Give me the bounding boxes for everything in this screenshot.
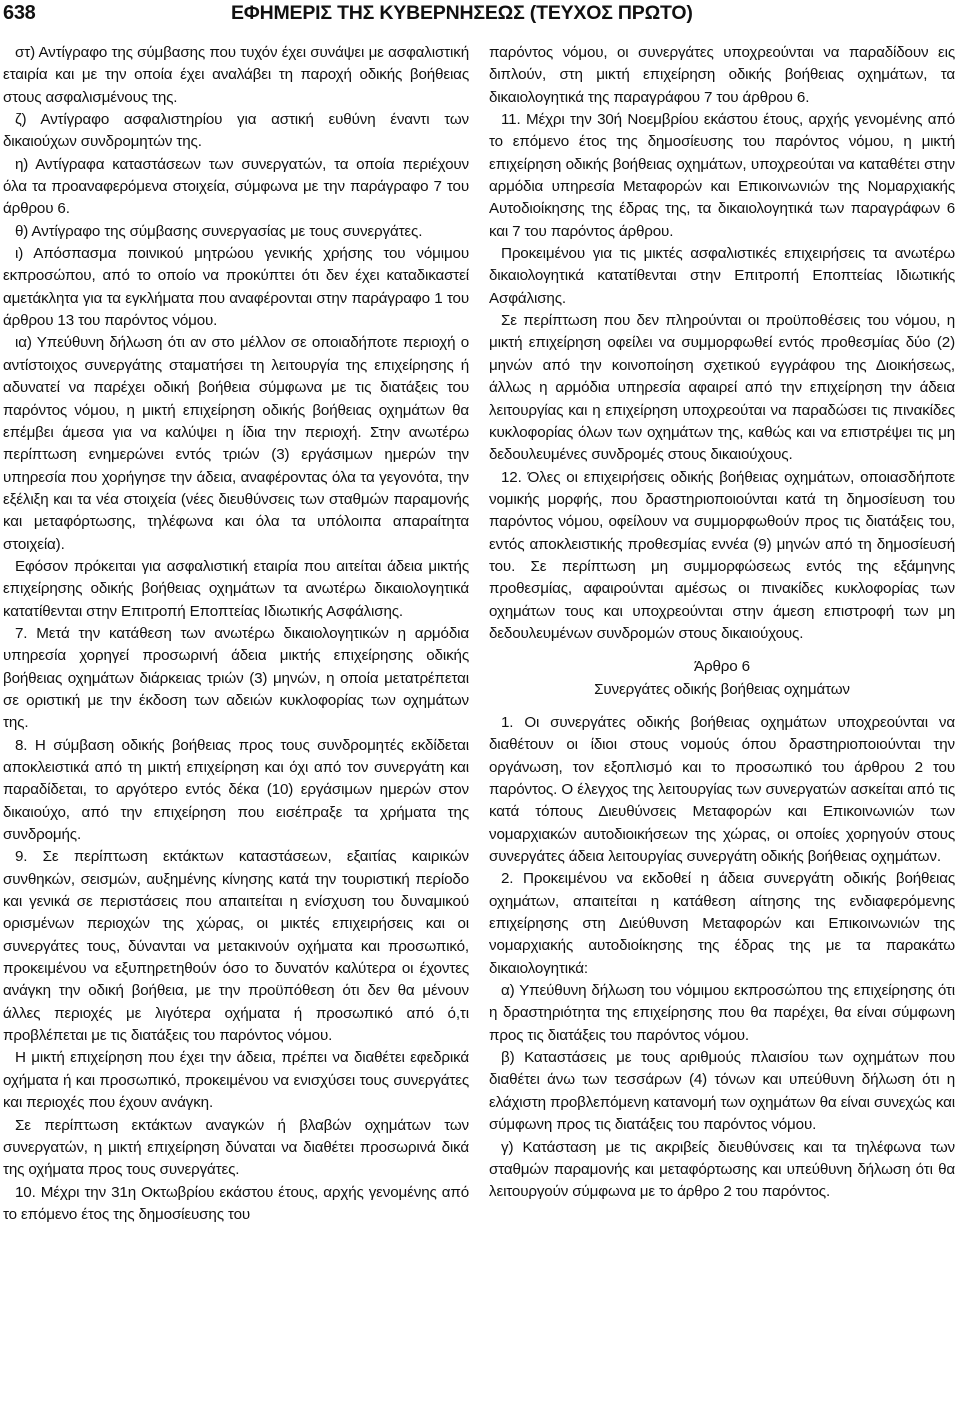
article-item-c: γ) Κατάσταση με τις ακριβείς διευθύνσεις και τα τηλέφωνα των σταθμών παραμονής και μεταφόρτωσης και υπεύθυνη δήλωση ότι θα λειτουργούν σύμφωνα με το άρθρο 2 του παρόντος. [489, 1138, 955, 1201]
paragraph-insurance-company: Εφόσον πρόκειται για ασφαλιστική εταιρία που αιτείται άδεια μικτής επιχείρησης οδικής βοήθειας οχημάτων τα ανωτέρω δικαιολογητικά κατατίθενται στην Επιτροπή Εποπτείας Ιδιωτικής Ασφάλισης. [3, 557, 469, 620]
paragraph-9: 9. Σε περίπτωση εκτάκτων καταστάσεων, εξαιτίας καιρικών συνθηκών, σεισμών, αυξημένης κίνησης κατά την τουριστική περίοδο και γενικά σε περιστάσεις που απαιτείται η ενίσχυση του δυναμικού ορισμένων περιοχών της χώρας, οι μικτές επιχειρήσεις και οι συνεργάτες τους, δύνανται να μετακινούν οχήματα και προσωπικό, προκειμένου να εξυπηρετηθούν όσο το δυνατόν καλύτερα οι έχοντες ανάγκη την οδική βοήθεια, με την προϋπόθεση ότι δεν θα μένουν άλλες περιοχές με λιγότερα οχήματα ή προσωπικό από ό,τι προβλέπεται με τις διατάξεις του παρόντος νόμου. [3, 848, 469, 1045]
paragraph-11: 11. Μέχρι την 30ή Νοεμβρίου εκάστου έτους, αρχής γενομένης από το επόμενο έτος της δημοσίευσης του παρόντος νόμου, η μικτή επιχείρηση οδικής βοήθειας οχημάτων, υποχρεούται να καταθέτει στην αρμόδια υπηρεσία Μεταφορών και Επικοινωνιών της Νομαρχιακής Αυτοδιοίκησης της έδρας της, τα δικαιολογητικά των παραγράφων 6 και 7 του παρόντος άρθρου. [489, 111, 955, 240]
article-spacer-bottom [489, 701, 955, 712]
page-header [0, 0, 960, 36]
paragraph-continued: παρόντος νόμου, οι συνεργάτες υποχρεούνται να παραδίδουν εις διπλούν, στη μικτή επιχείρηση οδικής βοήθειας οχημάτων, τα δικαιολογητικά της παραγράφου 7 του άρθρου 6. [489, 44, 955, 106]
article-spacer [489, 645, 955, 656]
paragraph-i: η) Αντίγραφα καταστάσεων των συνεργατών, τα οποία περιέχουν όλα τα προαναφερόμενα στοιχεία, σύμφωνα με την παράγραφο 7 του άρθρου 6. [3, 155, 469, 218]
paragraph-z: ζ) Αντίγραφο ασφαλιστηρίου για αστική ευθύνη έναντι των δικαιούχων συνδρομητών της. [3, 111, 469, 151]
paragraph-noncompliance: Σε περίπτωση που δεν πληρούνται οι προϋποθέσεις του νόμου, η μικτή επιχείρηση οφείλει να συμμορφωθεί εντός προθεσμίας δύο (2) μηνών από την κοινοποίηση σχετικού εγγράφου της Διοικήσεως, άλλως η αρμόδια υπηρεσία αφαιρεί από την επιχείρηση την άδεια λειτουργίας και η επιχείρηση υποχρεούται να παραδώσει τις πινακίδες κυκλοφορίας όλων των οχημάτων της, καθώς και να επιστρέψει τις μη δεδουλευμένες συνδρομές στους δικαιούχους. [489, 312, 955, 464]
paragraph-ia: ια) Υπεύθυνη δήλωση ότι αν στο μέλλον σε οποιαδήποτε περιοχή ο αντίστοιχος συνεργάτης σταματήσει τη λειτουργία της επιχείρησης ή αδυνατεί να παρέχει οδική βοήθεια σύμφωνα με τις διατάξεις του παρόντος νόμου, η μικτή επιχείρηση οδικής βοήθειας οχημάτων θα επέμβει άμεσα για να καλύψει η ίδια την περιοχή. Στην ανωτέρω περίπτωση ενημερώνει εντός τριών (3) εργάσιμων ημερών την υπηρεσία που χορήγησε την άδεια, αναφέροντας όλα τα γεγονότα, την εξέλιξη και τα νέα στοιχεία (νέες διευθύνσεις των σταθμών παραμονής και μεταφόρτωσης, τηλέφωνα και όλα τα υπόλοιπα απαραίτητα στοιχεία). [3, 334, 469, 553]
paragraph-st: στ) Αντίγραφο της σύμβασης που τυχόν έχει συνάψει με ασφαλιστική εταιρία και με την οποία έχει αναλάβει τη παροχή οδικής βοήθειας στους ασφαλισμένους της. [3, 44, 469, 106]
left-column [3, 42, 469, 1226]
paragraph-emergency: Σε περίπτωση εκτάκτων αναγκών ή βλαβών οχημάτων των συνεργατών, η μικτή επιχείρηση δύναται να διαθέτει προσωρινά δικά της οχήματα προς τους συνεργάτες. [3, 1116, 469, 1179]
article-paragraph-2: 2. Προκειμένου να εκδοθεί η άδεια συνεργάτη οδικής βοήθειας οχημάτων, απαιτείται η κατάθεση αίτησης της ενδιαφερόμενης επιχείρησης στη Διεύθυνση Μεταφορών και Επικοινωνιών της νομαρχιακής αυτοδιοίκησης της έδρας της με τα παρακάτω δικαιολογητικά: [489, 870, 955, 977]
paragraph-12: 12. Όλες οι επιχειρήσεις οδικής βοήθειας οχημάτων, οποιασδήποτε νομικής μορφής, που δραστηριοποιούνται κατά τη δημοσίευση του παρόντος νόμου, οφείλουν να συμμορφωθούν προς τις διατάξεις του, εντός αποκλειστικής προθεσμίας εννέα (9) μηνών από τη δημοσίευσή του. Σε περίπτωση μη συμμορφώσεως εντός της εξάμηνης προθεσμίας, αφαιρούνται αμέσως οι πινακίδες κυκλοφορίας των οχημάτων τους και υποχρεούνται στην άμεση επιστροφή των μη δεδουλευμένων συνδρομών στους δικαιούχους. [489, 468, 955, 642]
paragraph-th: θ) Αντίγραφο της σύμβασης συνεργασίας με τους συνεργάτες. [15, 222, 423, 240]
paragraph-iota: ι) Απόσπασμα ποινικού μητρώου γενικής χρήσης του νόμιμου εκπροσώπου, από το οποίο να προκύπτει ότι δεν έχει καταδικαστεί αμετάκλητα για τα εγκλήματα που αναφέρονται στην παράγραφο 1 του άρθρου 13 του παρόντος νόμου. [3, 245, 469, 330]
paragraph-8: 8. Η σύμβαση οδικής βοήθειας προς τους συνδρομητές εκδίδεται αποκλειστικά από τη μικτή επιχείρηση και όχι από τον συνεργάτη και παραδίδεται, το αργότερο εντός δέκα (10) εργάσιμων ημερών στον δικαιούχο, από την επιχείρηση που εισέπραξε τα χρήματα της συνδρομής. [3, 736, 469, 844]
paragraph-10: 10. Μέχρι την 31η Οκτωβρίου εκάστου έτους, αρχής γενομένης από το επόμενο έτος της δημοσίευσης του [3, 1183, 469, 1223]
journal-title: ΕΦΗΜΕΡΙΣ ΤΗΣ ΚΥΒΕΡΝΗΣΕΩΣ (ΤΕΥΧΟΣ ΠΡΩΤΟ) [231, 2, 693, 24]
article-paragraph-1: 1. Οι συνεργάτες οδικής βοήθειας οχημάτων υποχρεούνται να διαθέτουν οι ίδιοι στους νομούς όπου δραστηριοποιούνται την οργάνωση, τον εξοπλισμό και το προσωπικό του άρθρου 2 του παρόντος. Ο έλεγχος της λειτουργίας των συνεργατών ασκείται από τις κατά τόπους Διευθύνσεις Μεταφορών και Επικοινωνιών των νομαρχιακών αυτοδιοικήσεων της χώρας, οι οποίες χορηγούν στους συνεργάτες άδεια λειτουργίας συνεργάτη οδικής βοήθειας οχημάτων. [489, 713, 955, 866]
article-item-a: α) Υπεύθυνη δήλωση του νόμιμου εκπροσώπου της επιχείρησης ότι η δραστηριότητα της επιχείρησης που θα παρέχει, θα είναι σύμφωνη προς τις διατάξεις του παρόντος νόμου. [489, 982, 955, 1044]
paragraph-mixed-insurance: Προκειμένου για τις μικτές ασφαλιστικές επιχειρήσεις τα ανωτέρω δικαιολογητικά κατατίθενται στην Επιτροπή Εποπτείας Ιδιωτικής Ασφάλισης. [489, 245, 955, 307]
paragraph-reserve-vehicles: Η μικτή επιχείρηση που έχει την άδεια, πρέπει να διαθέτει εφεδρικά οχήματα ή και προσωπικό, προκειμένου να ενισχύσει τους συνεργάτες και περιοχές που έχουν ανάγκη. [3, 1049, 469, 1112]
page-number: 638 [3, 2, 36, 24]
article-title: Συνεργάτες οδικής βοήθειας οχημάτων [594, 680, 850, 698]
right-column [489, 42, 955, 1204]
paragraph-7: 7. Μετά την κατάθεση των ανωτέρω δικαιολογητικών η αρμόδια υπηρεσία χορηγεί προσωρινή άδεια μικτής επιχείρησης οδικής βοήθειας οχημάτων διάρκειας τριών (3) μηνών, η οποία μετατρέπεται σε οριστική με την έκδοση των αδειών κυκλοφορίας των οχημάτων της. [3, 624, 469, 732]
article-item-b: β) Καταστάσεις με τους αριθμούς πλαισίου των οχημάτων που διαθέτει άνω των τεσσάρων (4) τόνων και υπεύθυνη δήλωση ότι η ελάχιστη προβλεπόμενη κατανομή των οχημάτων θα είναι συνεχώς και σύμφωνη προς τις διατάξεις του παρόντος νόμου. [489, 1049, 955, 1134]
article-number: Άρθρο 6 [694, 658, 750, 676]
